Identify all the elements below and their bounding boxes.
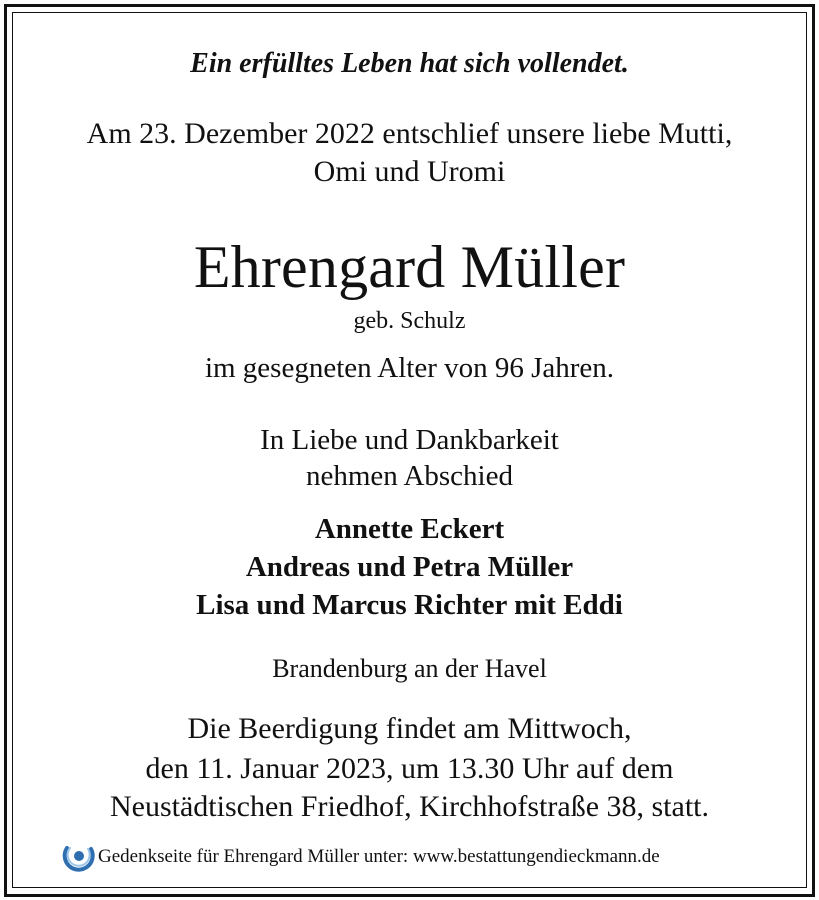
deceased-name: Ehrengard Müller <box>193 234 626 300</box>
farewell-line-2: nehmen Abschied <box>306 460 513 492</box>
farewell-line-1: In Liebe und Dankbarkeit <box>260 424 559 456</box>
place: Brandenburg an der Havel <box>272 654 547 683</box>
memorial-logo-icon <box>62 839 96 873</box>
footer <box>62 838 660 874</box>
maiden-name: geb. Schulz <box>353 308 466 334</box>
funeral-line-2: den 11. Januar 2023, um 13.30 Uhr auf dem <box>145 752 674 785</box>
intro-line-1: Am 23. Dezember 2022 entschlief unsere liebe Mutti, <box>86 117 733 150</box>
funeral-line-1: Die Beerdigung findet am Mittwoch, <box>187 712 632 745</box>
mourner-2: Andreas und Petra Müller <box>245 551 574 583</box>
motto: Ein erfülltes Leben hat sich vollendet. <box>190 48 629 79</box>
age-line: im gesegneten Alter von 96 Jahren. <box>204 352 615 384</box>
intro-line-2: Omi und Uromi <box>313 155 506 188</box>
funeral-line-3: Neustädtischen Friedhof, Kirchhofstraße 38, statt. <box>109 790 710 823</box>
mourner-1: Annette Eckert <box>314 513 505 545</box>
mourner-3: Lisa und Marcus Richter mit Eddi <box>196 589 623 621</box>
footer-text: Gedenkseite für Ehrengard Müller unter: www.bestattungendieckmann.de <box>98 845 660 867</box>
